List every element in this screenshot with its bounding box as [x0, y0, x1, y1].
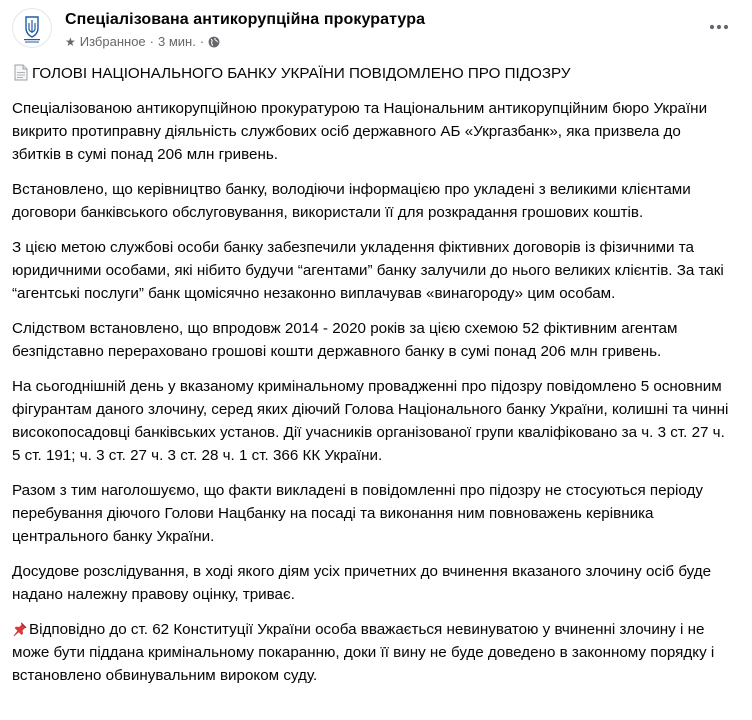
meta-separator-2: ·	[199, 34, 205, 49]
more-options-button[interactable]	[704, 12, 734, 42]
post-paragraph-6: Разом з тим наголошуємо, що факти викладені в повідомленні про підозру не стосуються періоду перебування діючого Голови Нацбанку на посаді та виконання ним повноважень керівника центрального банку України.	[12, 482, 703, 545]
post-header	[12, 8, 740, 56]
post-paragraph-5: На сьогоднішній день у вказаному кримінальному провадженні про підозру повідомлено 5 основним фігурантам даного злочину, серед яких діючий Голова Національного банку України, колишні та чинні високопосадовці банківських установ. Дії учасників організованої групи кваліфіковано за ч. 3 ст. 27 ч. 5 ст. 191; ч. 3 ст. 27 ч. 3 ст. 28 ч. 1 ст. 366 КК України.	[12, 378, 729, 464]
post-paragraph-7: Досудове розслідування, в ході якого діям усіх причетних до вчинення вказаного злочину осіб буде надано належну правову оцінку, триває.	[12, 563, 712, 603]
post-meta	[65, 34, 220, 49]
favorites-badge[interactable]: Избранное	[79, 34, 146, 49]
document-icon	[14, 64, 28, 81]
page-name[interactable]: Спеціалізована антикорупційна прокуратура	[65, 11, 426, 28]
post-paragraph-2: Встановлено, що керівництво банку, володіючи інформацією про укладені з великими клієнтами договори банківського обслуговування, використали її для розкрадання грошових коштів.	[12, 181, 691, 221]
post-paragraph-final	[12, 618, 732, 687]
post-paragraph-4: Слідством встановлено, що впродовж 2014 - 2020 років за цією схемою 52 фіктивним агентам безпідставно перераховано грошові кошти державного банку в сумі понад 206 млн гривень.	[12, 320, 678, 360]
final-paragraph-text: Відповідно до ст. 62 Конституції України особа вважається невинуватою у вчиненні злочину і не може бути піддана кримінальному покаранню, доки її вину не буде доведено в законному порядку і встановлено обвинувальним вироком суду.	[12, 621, 715, 684]
post-title: ГОЛОВІ НАЦІОНАЛЬНОГО БАНКУ УКРАЇНИ ПОВІДОМЛЕНО ПРО ПІДОЗРУ	[32, 65, 571, 82]
more-options-icon	[709, 24, 729, 30]
prosecutor-emblem-icon	[13, 9, 51, 47]
post-content	[12, 62, 732, 699]
post-time[interactable]: 3 мин.	[158, 34, 196, 49]
page-avatar[interactable]	[12, 8, 52, 48]
post-paragraph-1: Спеціалізованою антикорупційною прокуратурою та Національним антикорупційним бюро України викрито протиправну діяльність службових осіб державного АБ «Укргазбанк», яка призвела до збитків в сумі понад 206 млн гривень.	[12, 100, 708, 163]
star-icon: ★	[65, 34, 76, 49]
globe-icon[interactable]	[208, 36, 220, 48]
post-paragraph-3: З цією метою службові особи банку забезпечили укладення фіктивних договорів із фізичними та юридичними особами, які нібито будучи “агентами” банку залучили до нього великих клієнтів. За такі “агентські послуги” банк щомісячно незаконно виплачував «винагороду» цим особам.	[12, 239, 724, 302]
meta-separator: ·	[149, 34, 154, 49]
pushpin-icon	[12, 621, 28, 637]
post-title-line	[12, 62, 732, 85]
